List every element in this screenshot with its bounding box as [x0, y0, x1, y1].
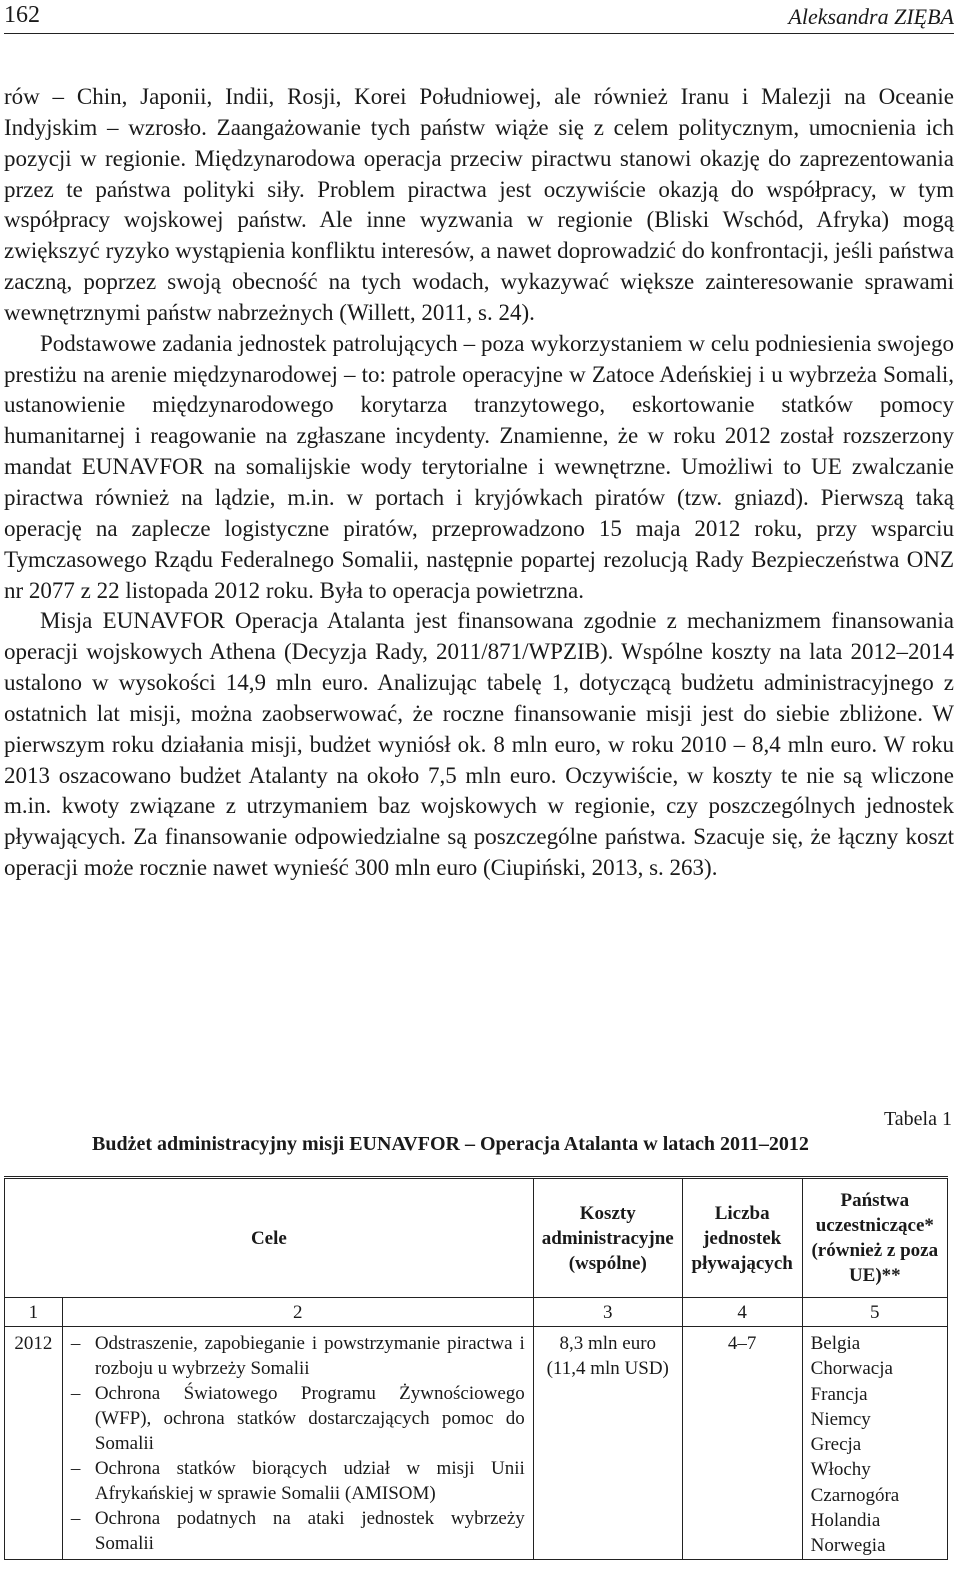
running-head-author: Aleksandra ZIĘBA [788, 4, 954, 29]
row-states [802, 1327, 947, 1560]
table-row [5, 1327, 948, 1560]
header-goals: Cele [5, 1178, 534, 1298]
state-name: Holandia [810, 1510, 881, 1532]
column-number: 1 [5, 1298, 63, 1327]
state-name: Chorwacja [810, 1358, 893, 1380]
body-text [4, 82, 954, 884]
paragraph: Misja EUNAVFOR Operacja Atalanta jest finansowana zgodnie z mechanizmem finansowania operacji wojskowych Athena (Decyzja Rady, 2011/871/WPZIB). Wspólne koszty na lata 2012–2014 ustalono w wysokości 14,9 mln euro. Analizując tabelę 1, dotyczącą budżetu administracyjnego z ostatnich lat misji, można zaobserwować, że roczne finansowanie misji jest do siebie zbliżone. W pierwszym roku działania misji, budżet wyniósł ok. 8 mln euro, w roku 2010 – 8,4 mln euro. W roku 2013 oszacowano budżet Atalanty na około 7,5 mln euro. Oczywiście, w koszty te nie są wliczone m.in. kwoty związane z utrzymaniem baz wojskowych w regionie, czy poszczególnych jednostek pływających. Za finansowanie odpowiedzialne są poszczególne państwa. Szacuje się, że łączny koszt operacji może rocznie nawet wynieść 300 mln euro (Ciupiński, 2013, s. 263). [4, 608, 954, 881]
page-header [4, 0, 954, 34]
state-name: Czarnogóra [810, 1484, 900, 1506]
row-year: 2012 [5, 1327, 63, 1560]
goals-list [71, 1331, 525, 1556]
row-units: 4–7 [682, 1327, 802, 1560]
header-units: Liczba jednostek pływających [682, 1178, 802, 1298]
paragraph: Podstawowe zadania jednostek patrolujących – poza wykorzystaniem w celu podniesienia swojego prestiżu na arenie międzynarodowej – to: patrole operacyjne w Zatoce Adeńskiej i u wybrzeża Somali, ustanowienie międzynarodowego korytarza tranzytowego, eskortowanie statków pomocy humanitarnej i reagowanie na zgłaszane incydenty. Znamienne, że w roku 2012 został rozszerzony mandat EUNAVFOR na somalijskie wody terytorialne i wewnętrzne. Umożliwi to UE zwalczanie piractwa również na lądzie, m.in. w portach i kryjówkach piratów (tzw. gniazd). Pierwszą taką operację na zaplecze logistyczne piratów, przeprowadzono 15 maja 2012 roku, przy wsparciu Tymczasowego Rządu Federalnego Somalii, następnie popartej rezolucją Rady Bezpieczeństwa ONZ nr 2077 z 22 listopada 2012 roku. Była to operacja powietrzna. [4, 330, 954, 603]
page-number: 162 [4, 2, 40, 28]
state-name: Grecja [810, 1434, 862, 1456]
row-goals [62, 1327, 533, 1560]
state-name: Niemcy [810, 1408, 871, 1430]
goal-item: – Ochrona Światowego Programu Żywnościowego (WFP), ochrona statków dostarczających pomoc do Somalii [71, 1381, 525, 1456]
paragraph: rów – Chin, Japonii, Indii, Rosji, Korei Południowej, ale również Iranu i Malezji na Oceanie Indyjskim – wzrosło. Zaangażowanie tych państw wiąże się z celem politycznym, umocnienia ich pozycji w regionie. Międzynarodowa operacja przeciw piractwu stanowi okazję do zaprezentowania przez te państwa polityki siły. Problem piractwa jest oczywiście okazją do współpracy, w tym współpracy wojskowej państw. Ale inne wyzwania w regionie (Bliski Wschód, Afryka) mogą zwiększyć ryzyko wystąpienia konfliktu interesów, a nawet doprowadzić do konfrontacji, jeśli państwa zaczną, poprzez swoją obecność na tych wodach, wykazywać większe zainteresowanie sprawami wewnętrznymi państw nabrzeżnych (Willett, 2011, s. 24). [4, 84, 954, 325]
column-number: 3 [533, 1298, 682, 1327]
state-name: Włochy [810, 1459, 871, 1481]
table-title: Budżet administracyjny misji EUNAVFOR – Operacja Atalanta w latach 2011–2012 [92, 1133, 809, 1155]
state-name: Belgia [810, 1333, 861, 1354]
header-costs: Koszty administracyjne (wspólne) [533, 1178, 682, 1298]
goal-item: – Odstraszenie, zapobieganie i powstrzymanie piractwa i rozboju u wybrzeży Somalii [71, 1331, 525, 1381]
state-name: Norwegia [810, 1535, 886, 1557]
column-number: 4 [682, 1298, 802, 1327]
row-cost: 8,3 mln euro (11,4 mln USD) [533, 1327, 682, 1560]
column-number-row [5, 1298, 948, 1327]
header-states: Państwa uczestniczące* (również z poza UE)** [802, 1178, 947, 1298]
goal-item: – Ochrona podatnych na ataki jednostek wybrzeży Somalii [71, 1506, 525, 1556]
table-header-row [5, 1178, 948, 1298]
column-number: 5 [802, 1298, 947, 1327]
state-name: Francja [810, 1383, 868, 1405]
column-number: 2 [62, 1298, 533, 1327]
table-label: Tabela 1 [883, 1108, 952, 1130]
budget-table [4, 1176, 948, 1560]
goal-item: – Ochrona statków biorących udział w misji Unii Afrykańskiej w sprawie Somalii (AMISOM) [71, 1456, 525, 1506]
